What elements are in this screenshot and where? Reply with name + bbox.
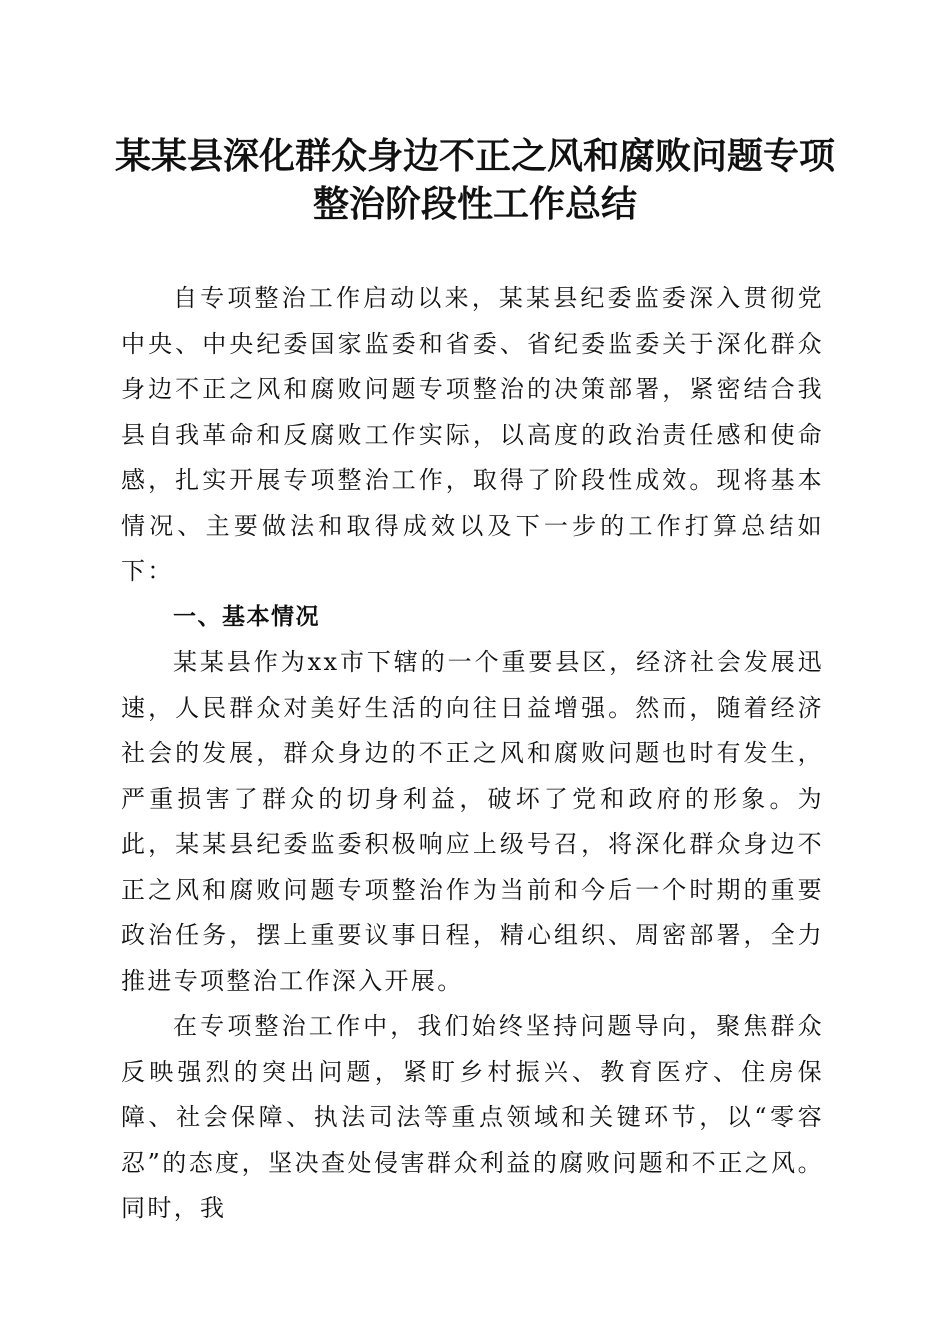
intro-paragraph: 自专项整治工作启动以来，某某县纪委监委深入贯彻党中央、中央纪委国家监委和省委、省纪委监委关于深化群众身边不正之风和腐败问题专项整治的决策部署，紧密结合我县自我革命和反腐败工作实际，以高度的政治责任感和使命感，扎实开展专项整治工作，取得了阶段性成效。现将基本情况、主要做法和取得成效以及下一步的工作打算总结如下： bbox=[121, 284, 824, 585]
section-1-heading: 一、基本情况 bbox=[173, 603, 320, 630]
title-line-2: 整治阶段性工作总结 bbox=[312, 183, 637, 225]
section-1-paragraph-1: 某某县作为xx市下辖的一个重要县区，经济社会发展迅速，人民群众对美好生活的向往日益增强。然而，随着经济社会的发展，群众身边的不正之风和腐败问题也时有发生，严重损害了群众的切身利益，破坏了党和政府的形象。为此，某某县纪委监委积极响应上级号召，将深化群众身边不正之风和腐败问题专项整治作为当前和今后一个时期的重要政治任务，摆上重要议事日程，精心组织、周密部署，全力推进专项整治工作深入开展。 bbox=[121, 648, 824, 995]
section-1-paragraph-2: 在专项整治工作中，我们始终坚持问题导向，聚焦群众反映强烈的突出问题，紧盯乡村振兴、教育医疗、住房保障、社会保障、执法司法等重点领域和关键环节，以“零容忍”的态度，坚决查处侵害群众利益的腐败问题和不正之风。同时，我 bbox=[121, 1012, 824, 1222]
title-line-1: 某某县深化群众身边不正之风和腐败问题专项 bbox=[114, 135, 835, 177]
document-title bbox=[110, 132, 840, 228]
document-body bbox=[121, 276, 824, 1232]
